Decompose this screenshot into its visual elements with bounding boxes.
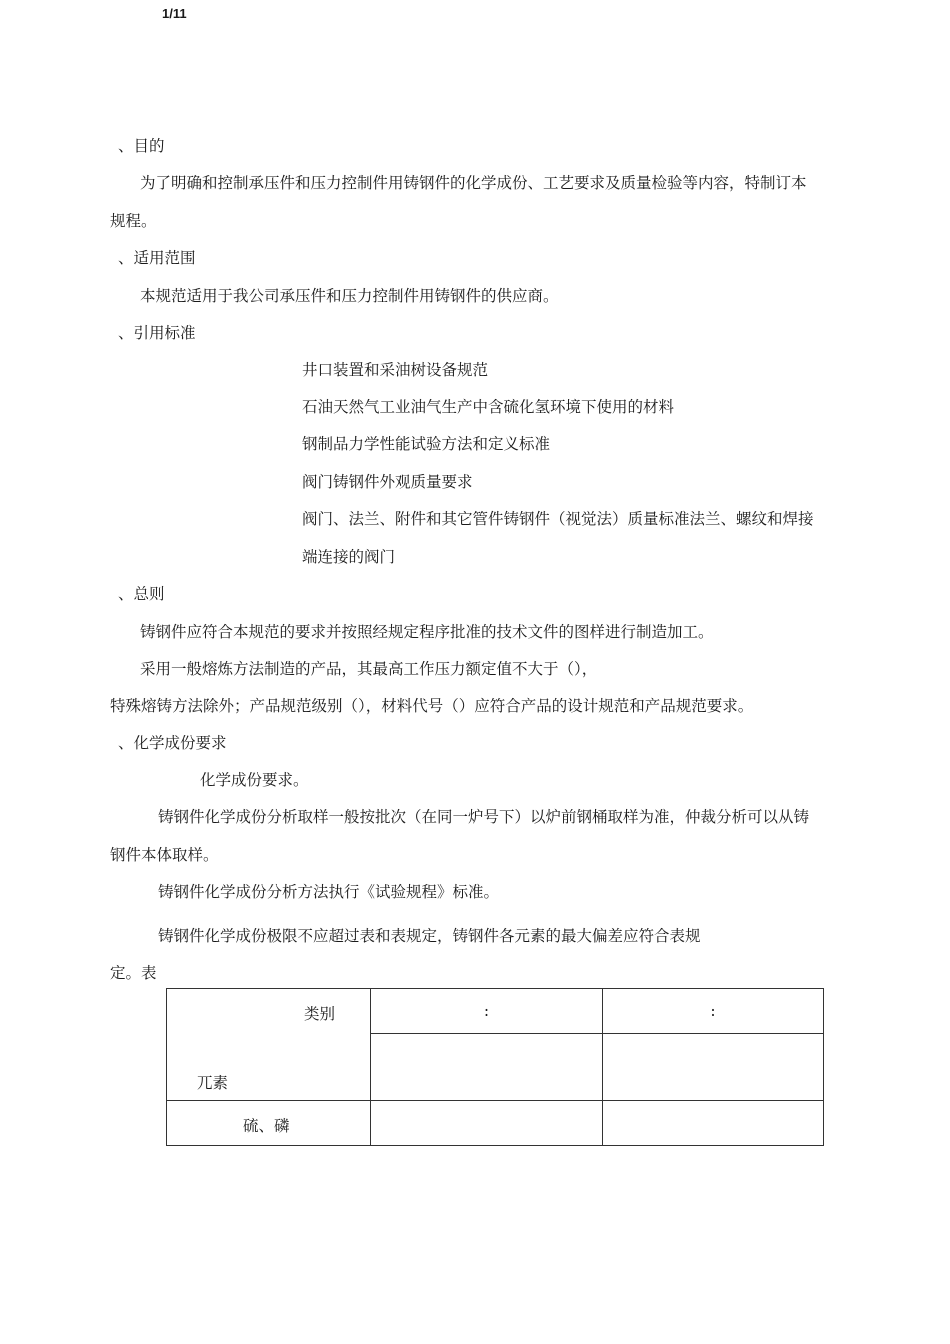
paragraph: 规程。 [110,212,157,230]
reference-item: 石油天然气工业油气生产中含硫化氢环境下使用的材料 [302,398,675,416]
section-heading-purpose: 、目的 [118,137,165,155]
paragraph: 定。表 [110,964,157,982]
paragraph: 本规范适用于我公司承压件和压力控制件用铸钢件的供应商。 [140,287,559,305]
subheading: 化学成份要求。 [200,771,309,789]
section-heading-general: 、总则 [118,585,165,603]
chemistry-table [166,988,824,1146]
paragraph: 铸钢件化学成份分析取样一般按批次（在同一炉号下）以炉前钢桶取样为准，仲裁分析可以从铸 [158,808,810,826]
paragraph: 铸钢件应符合本规范的要求并按照经规定程序批准的技术文件的图样进行制造加工。 [140,623,714,641]
paragraph: 铸钢件化学成份极限不应超过表和表规定，铸钢件各元素的最大偏差应符合表规 [158,927,701,945]
paragraph: 铸钢件化学成份分析方法执行《试验规程》标准。 [158,883,500,901]
row-label: 硫、磷 [243,1117,290,1135]
page-number: 1/11 [162,6,187,21]
reference-item: 阀门铸钢件外观质量要求 [302,473,473,491]
table-corner-cell [167,989,371,1101]
table-cell [603,1034,824,1101]
element-label: 兀素 [197,1074,229,1092]
table-cell [371,1101,603,1146]
section-heading-scope: 、适用范围 [118,249,196,267]
reference-item: 钢制品力学性能试验方法和定义标准 [302,435,551,453]
reference-item: 阀门、法兰、附件和其它管件铸钢件（视觉法）质量标准法兰、螺纹和焊接 [302,510,814,528]
section-heading-references: 、引用标准 [118,324,196,342]
paragraph: 钢件本体取样。 [110,846,219,864]
reference-item: 井口装置和采油树设备规范 [302,361,489,379]
section-heading-chemistry: 、化学成份要求 [118,734,227,752]
paragraph: 采用一般熔炼方法制造的产品，其最高工作压力额定值不大于（）， [140,660,598,678]
reference-item: 端连接的阀门 [302,548,396,566]
column-header: : [603,989,824,1034]
table-cell [603,1101,824,1146]
paragraph: 为了明确和控制承压件和压力控制件用铸钢件的化学成份、工艺要求及质量检验等内容，特制订本 [140,174,807,192]
column-header: : [371,989,603,1034]
table-cell [371,1034,603,1101]
paragraph: 特殊熔铸方法除外；产品规范级别（），材料代号（）应符合产品的设计规范和产品规范要求。 [110,697,754,715]
category-label: 类别 [304,1005,336,1023]
row-label-cell [167,1101,371,1146]
